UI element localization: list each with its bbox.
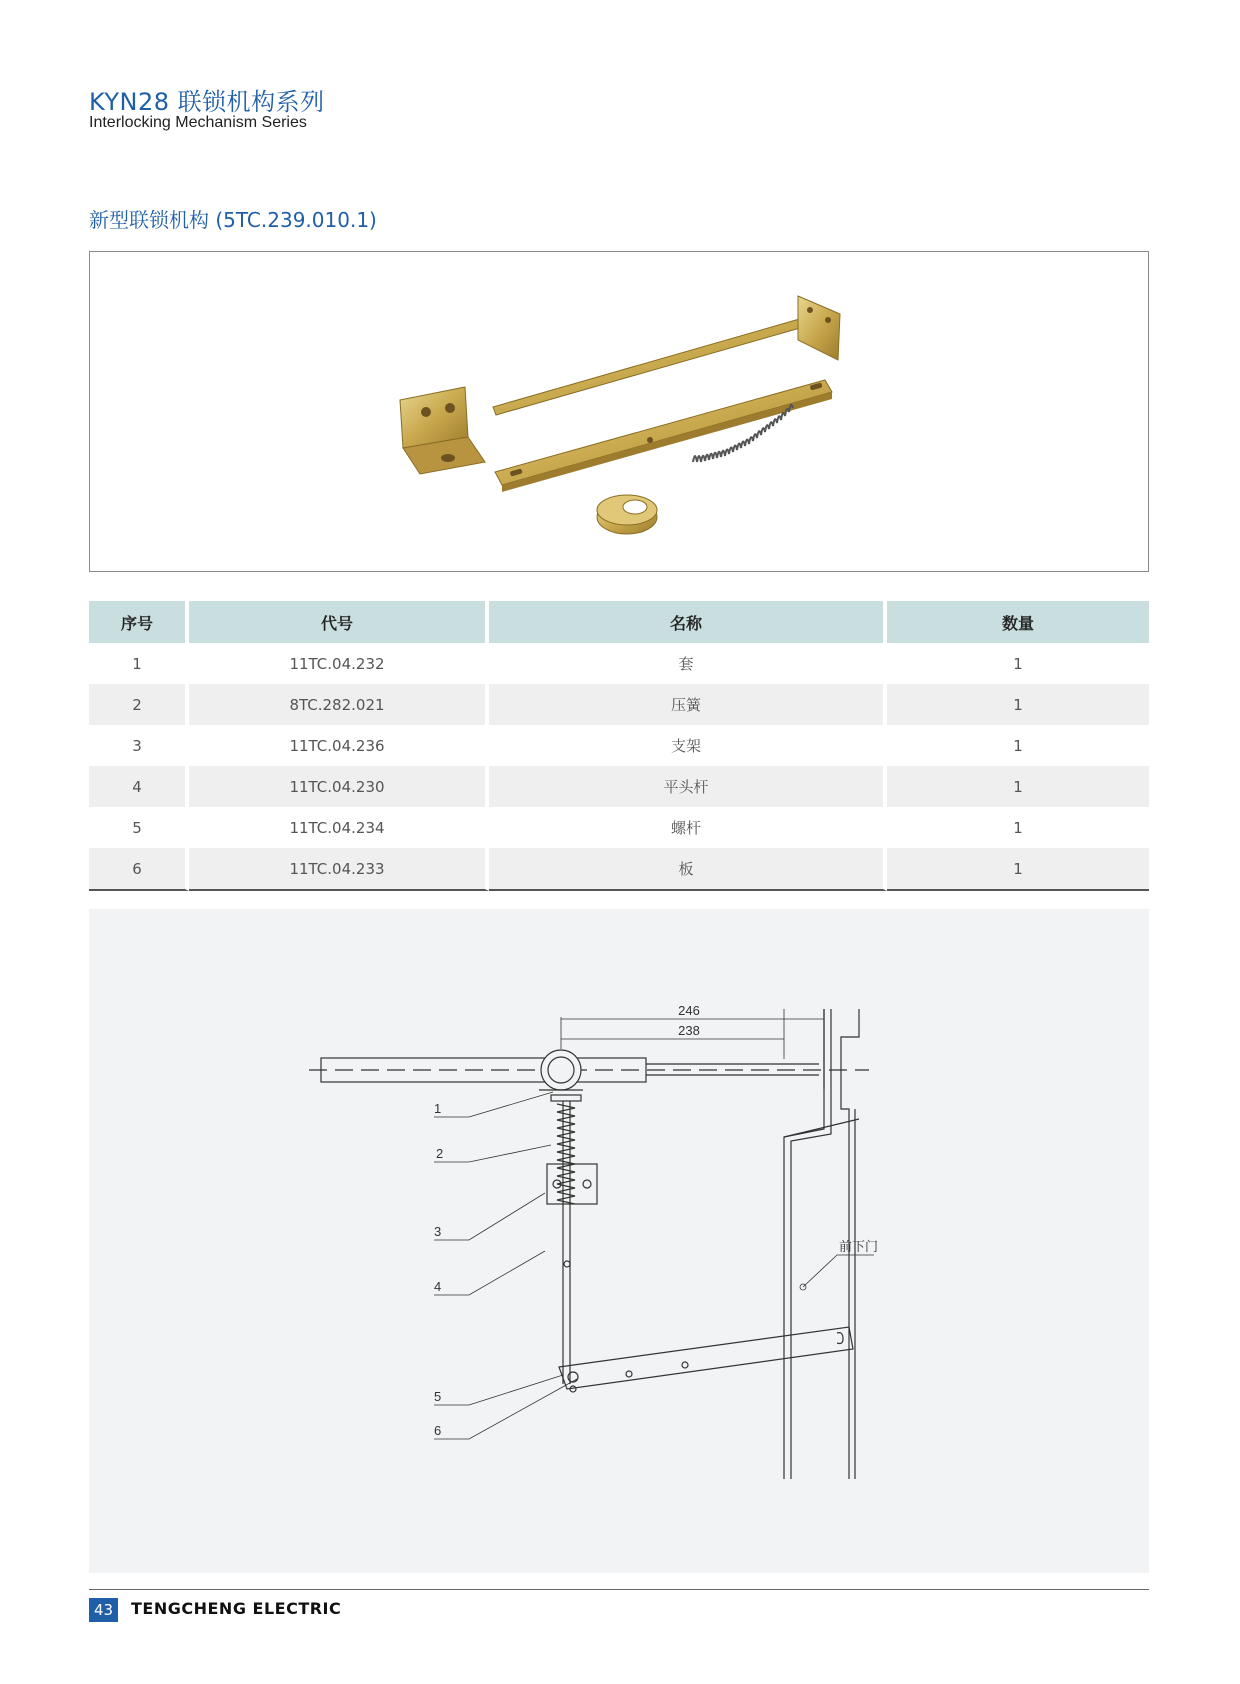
- cell-code: 11TC.04.236: [189, 725, 489, 766]
- callout-6: 6: [434, 1423, 442, 1438]
- assembly-drawing: [89, 909, 1149, 1573]
- brand-name: TENGCHENG ELECTRIC: [131, 1599, 342, 1618]
- col-header-qty: 数量: [887, 601, 1149, 643]
- product-photo: [89, 251, 1149, 572]
- sleeve-washer: [551, 1095, 581, 1101]
- col-header-index: 序号: [89, 601, 189, 643]
- table-row: [89, 807, 1149, 848]
- cell-name: 压簧: [489, 684, 887, 725]
- page-number: 43: [89, 1598, 118, 1622]
- support-bracket: [547, 1164, 597, 1204]
- section-title: 新型联锁机构 (5TC.239.010.1): [89, 208, 377, 232]
- table-row: [89, 725, 1149, 766]
- cell-code: 11TC.04.230: [189, 766, 489, 807]
- cell-name: 支架: [489, 725, 887, 766]
- cell-name: 平头杆: [489, 766, 887, 807]
- dim-label-inner: 238: [678, 1023, 700, 1038]
- col-header-code: 代号: [189, 601, 489, 643]
- page-subtitle: Interlocking Mechanism Series: [89, 114, 307, 131]
- dim-label-outer: 246: [678, 1003, 700, 1018]
- cell-code: 11TC.04.232: [189, 643, 489, 684]
- table-row: [89, 684, 1149, 725]
- spring: [557, 1104, 575, 1204]
- cell-index: 2: [89, 684, 189, 725]
- cell-name: 螺杆: [489, 807, 887, 848]
- cell-qty: 1: [1013, 736, 1023, 755]
- table-row: [89, 848, 1149, 891]
- cell-index: 3: [89, 725, 189, 766]
- lever-plate: [559, 1327, 853, 1389]
- page-title: KYN28 联锁机构系列: [89, 88, 325, 116]
- cell-qty: 1: [887, 684, 1149, 725]
- cell-code: 8TC.282.021: [189, 684, 489, 725]
- cell-qty: 1: [887, 766, 1149, 807]
- cell-qty: 1: [887, 848, 1149, 891]
- cell-code: 11TC.04.233: [189, 848, 489, 891]
- footer-divider: [89, 1589, 1149, 1590]
- callout-5: 5: [434, 1389, 442, 1404]
- bracket-part: [400, 387, 485, 474]
- cell-index: 5: [89, 807, 189, 848]
- cell-name: 板: [489, 848, 887, 891]
- cell-qty: 1: [1013, 654, 1023, 673]
- cell-index: 4: [89, 766, 189, 807]
- cell-code: 11TC.04.234: [189, 807, 489, 848]
- cell-qty: 1: [1013, 818, 1023, 837]
- rod-eye: [541, 1050, 581, 1090]
- cell-index: 6: [89, 848, 189, 891]
- table-row: [89, 766, 1149, 807]
- callout-2: 2: [436, 1146, 444, 1161]
- sleeve-part: [597, 495, 657, 534]
- cell-index: 1: [89, 643, 189, 684]
- callout-1: 1: [434, 1101, 442, 1116]
- parts-table: [89, 601, 1149, 891]
- callout-3: 3: [434, 1224, 442, 1239]
- table-row: [89, 643, 1149, 684]
- leader-lines: [434, 1092, 874, 1439]
- callout-4: 4: [434, 1279, 442, 1294]
- col-header-name: 名称: [489, 601, 887, 643]
- cell-name: 套: [489, 643, 887, 684]
- table-header-row: [89, 601, 1149, 643]
- door-label: 前下门: [839, 1239, 879, 1254]
